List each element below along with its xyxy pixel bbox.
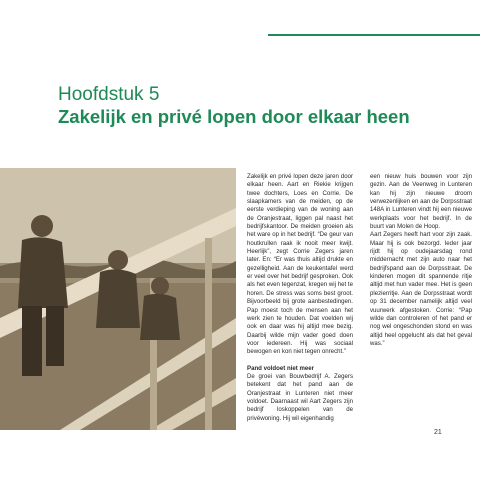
page-number: 21: [434, 429, 442, 436]
column2-paragraph-2: Aart Zegers heeft hart voor zijn zaak. Maar hij is ook bezorgd. Ieder jaar rijdt hij op oudejaarsdag rond middernacht met zijn auto naar het bedrijfspand aan de Dorpsstraat. De kinderen mogen dit spannende ritje altijd met hun vader mee. Het is geen plezierritje. Aan de Dorpsstraat wordt op 31 december namelijk altijd veel vuurwerk afgestoken. Corrie: “Pap wilde dan controleren of het pand er nog wel ongeschonden stond en was altijd heel opgelucht als dat het geval was.”: [370, 231, 472, 347]
column1-paragraph-2: De groei van Bouwbedrijf A. Zegers betekent dat het pand aan de Oranjestraat in Lunteren niet meer voldoet. Daarnaast wil Aart Zegers zijn bedrijf loskoppelen van de privéwoning. Hij wil eigenhandig: [247, 372, 353, 422]
chapter-label: Hoofdstuk 5: [58, 84, 160, 105]
historic-photo: [0, 168, 236, 430]
photo-illustration: [0, 168, 236, 430]
column1-subheading: Pand voldoet niet meer: [247, 364, 315, 372]
column2-paragraph-1: een nieuw huis bouwen voor zijn gezin. Aan de Veenweg in Lunteren kan hij zijn nieuwe droom verwezenlijken en aan de Dorpsstraat 148A in Lunteren vindt hij een nieuwe werkplaats voor het bedrijf. In de buurt van Molen de Hoop.: [370, 173, 472, 231]
text-column-2: [370, 173, 472, 348]
top-rule: [268, 34, 480, 36]
text-column-1: [247, 173, 353, 423]
column1-paragraph-1: Zakelijk en privé lopen deze jaren door elkaar heen. Aart en Riekie krijgen twee dochters, Loes en Corrie. De slaapkamers van de meiden, op de eerste verdieping van de woning aan de Oranjestraat, liggen pal naast het bedrijfskantoor. De meiden groeien als het ware op in het bedrijf. “De geur van houtkrullen raak ik nooit meer kwijt. Heerlijk”, zegt Corrie Zegers jaren later. En: “Er was thuis altijd drukte en gezelligheid. Aan de keukentafel werd er veel over het bedrijf gesproken. Ook als het even tegenzat, kregen wij het te horen. De stress was soms best groot. Bijvoorbeeld bij grote aanbestedingen. Pap moest toch de mensen aan het werk zien te houden. Dat voelden wij ook en daar was hij altijd mee bezig. Daarbij wilde mijn vader goed doen voor iedereen. Hij was sociaal bewogen en kon niet tegen onrecht.”: [247, 173, 353, 356]
chapter-title: Zakelijk en privé lopen door elkaar heen: [58, 106, 410, 127]
